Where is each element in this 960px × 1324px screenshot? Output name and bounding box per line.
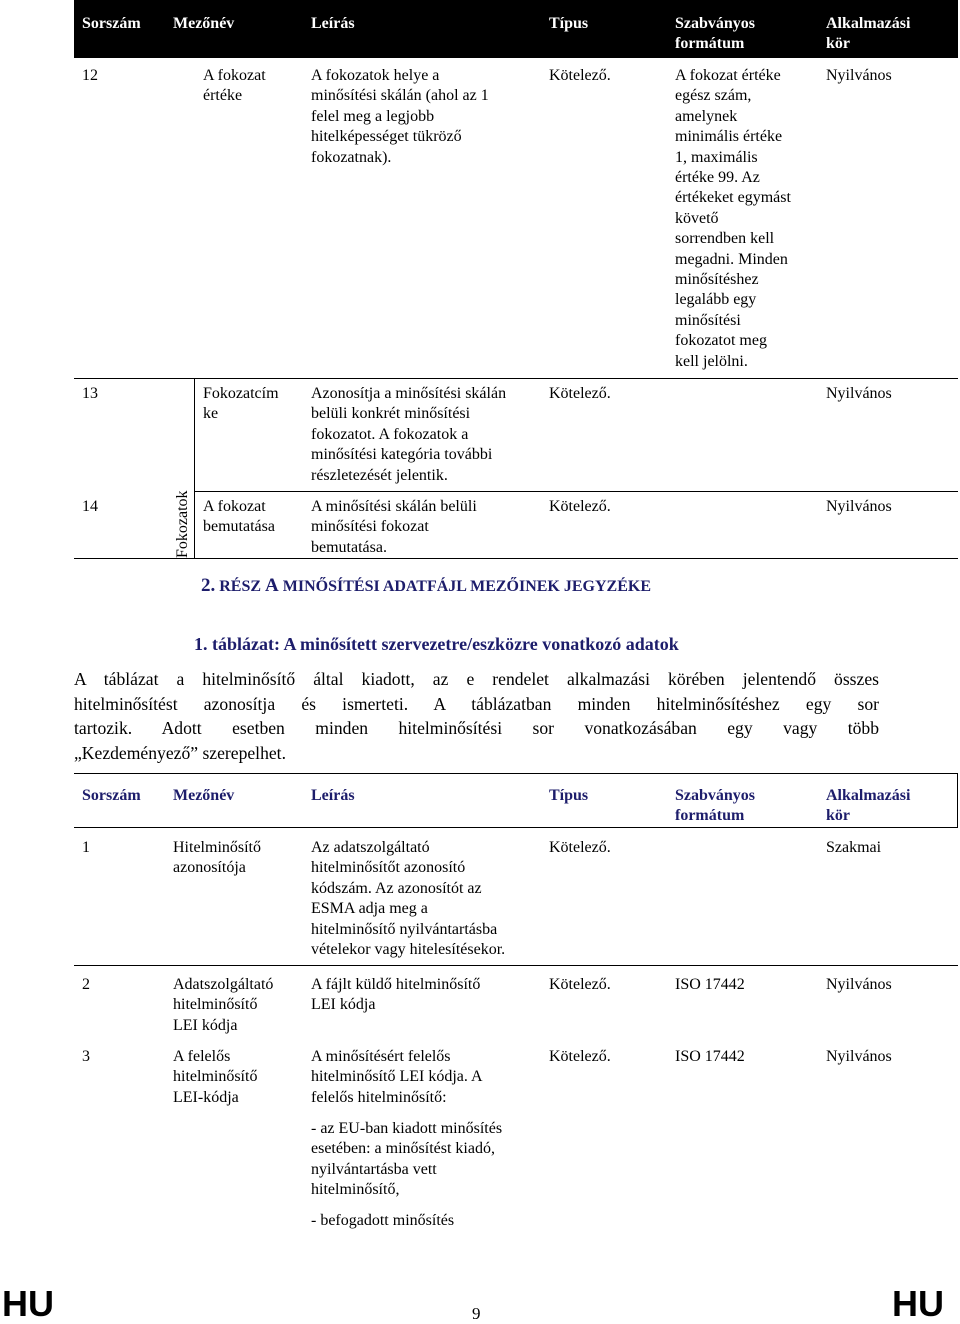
table2-row3-leiras: A minősítésért felelős hitelminősítő LEI kódja. A felelős hitelminősítő: [311, 1048, 483, 1106]
table2-right-border [957, 773, 958, 827]
table2-row3-tipus: Kötelező. [549, 1048, 611, 1065]
table1-row-divider [195, 491, 958, 492]
table2-header-leiras: Leírás [311, 787, 355, 804]
table1-header-alkalmazasi: Alkalmazási kör [826, 15, 911, 53]
table2-row1-tipus: Kötelező. [549, 839, 611, 856]
table2-header-sorszam: Sorszám [82, 787, 141, 804]
table2-header-szabvanyos: Szabványos formátum [675, 787, 756, 825]
table1-header-tipus: Típus [549, 15, 589, 32]
table2-header-tipus: Típus [549, 787, 589, 804]
table2-row-divider [74, 965, 958, 966]
table1-row12-alkalmazasi: Nyilvános [826, 67, 892, 84]
section-heading [201, 576, 651, 597]
table1-row-divider [74, 378, 958, 379]
table2-row3-leiras-endorsed: - befogadott minősítés [311, 1212, 455, 1229]
table1-row14-sorszam: 14 [82, 498, 98, 515]
table2-row1-leiras: Az adatszolgáltató hitelminősítőt azonosító kódszám. Az azonosítót az ESMA adja meg a hitelminősítő nyilvántartásba vételekor vagy hitelesítésekor. [311, 839, 506, 959]
table1-header-leiras: Leírás [311, 15, 355, 32]
table1-row13-tipus: Kötelező. [549, 385, 611, 402]
table2-row3-sorszam: 3 [82, 1048, 90, 1065]
table1-row12-mezonev: A fokozat értéke [203, 67, 266, 105]
intro-line: „Kezdeményező” szerepelhet. [74, 742, 286, 763]
table2-row2-leiras: A fájlt küldő hitelminősítő LEI kódja [311, 976, 481, 1014]
table2-row3-mezonev: A felelős hitelminősítő LEI-kódja [173, 1048, 258, 1106]
table1-row13-alkalmazasi: Nyilvános [826, 385, 892, 402]
table1-row12-tipus: Kötelező. [549, 67, 611, 84]
table2-row3-alkalmazasi: Nyilvános [826, 1048, 892, 1065]
table2-top-rule [74, 773, 958, 774]
table2-row3-szabvanyos: ISO 17442 [675, 1048, 745, 1065]
section-title: MINŐSÍTÉSI ADATFÁJL MEZŐINEK JEGYZÉKE [282, 578, 652, 595]
table1-group-label: Fokozatok [174, 490, 191, 558]
table1-header-sorszam: Sorszám [82, 15, 141, 32]
intro-paragraph [74, 667, 879, 765]
footer-language-left: HU [2, 1283, 54, 1324]
table1-row13-sorszam: 13 [82, 385, 98, 402]
table1-row14-tipus: Kötelező. [549, 498, 611, 515]
table2-row1-alkalmazasi: Szakmai [826, 839, 882, 856]
table1-row14-mezonev: A fokozat bemutatása [203, 498, 275, 536]
table1-header-szabvanyos: Szabványos formátum [675, 15, 756, 53]
table1-row12-sorszam: 12 [82, 67, 98, 84]
footer-language-right: HU [892, 1283, 944, 1324]
table2-header-alkalmazasi: Alkalmazási kör [826, 787, 911, 825]
table-caption: 1. táblázat: A minősített szervezetre/eszközre vonatkozó adatok [194, 634, 679, 654]
table2-row1-sorszam: 1 [82, 839, 90, 856]
table2-row2-alkalmazasi: Nyilvános [826, 976, 892, 993]
table1-header-mezonev: Mezőnév [173, 15, 235, 32]
table1-group-column-divider [194, 379, 195, 559]
table1-row14-alkalmazasi: Nyilvános [826, 498, 892, 515]
table1-row13-mezonev: Fokozatcím ke [203, 385, 279, 423]
table2-row2-sorszam: 2 [82, 976, 90, 993]
section-part: RÉSZ [219, 578, 262, 595]
table2-row1-mezonev: Hitelminősítő azonosítója [173, 839, 261, 877]
table1-row14-leiras: A minősítési skálán belüli minősítési fokozat bemutatása. [311, 498, 477, 556]
table1-row12-leiras: A fokozatok helye a minősítési skálán (ahol az 1 felel meg a legjobb hitelképességet tükröző fokozatnak). [311, 67, 489, 166]
section-title-a: A [265, 575, 279, 596]
intro-line: A táblázat a hitelminősítő által kiadott, az e rendelet alkalmazási körében jelentendő összes [74, 669, 879, 689]
table2-row2-mezonev: Adatszolgáltató hitelminősítő LEI kódja [173, 976, 274, 1034]
table2-header-mezonev: Mezőnév [173, 787, 235, 804]
section-number: 2. [201, 575, 216, 596]
table1-row13-leiras: Azonosítja a minősítési skálán belüli konkrét minősítési fokozatot. A fokozatok a minősítési kategória további részletezését jelentik. [311, 385, 507, 484]
table1-bottom-rule [74, 558, 958, 559]
table2-row2-szabvanyos: ISO 17442 [675, 976, 745, 993]
table2-header-rule [74, 827, 958, 828]
table1-row12-szabvanyos: A fokozat értéke egész szám, amelynek minimális értéke 1, maximális értéke 99. Az értékeket egymást követő sorrendben kell megadni. Minden minősítéshez legalább egy minősítési fokozatot meg kell jelölni. [675, 67, 791, 370]
intro-line: hitelminősítést azonosítja és ismerteti. A táblázatban minden hitelminősítéshez egy sor [74, 693, 879, 714]
page-number: 9 [472, 1304, 481, 1323]
intro-line: tartozik. Adott esetben minden hitelminősítési sor vonatkozásában egy vagy több [74, 718, 879, 739]
table2-row3-leiras-eu: - az EU-ban kiadott minősítés esetében: a minősítést kiadó, nyilvántartásba vett hitelminősítő, [311, 1120, 503, 1199]
table2-row2-tipus: Kötelező. [549, 976, 611, 993]
